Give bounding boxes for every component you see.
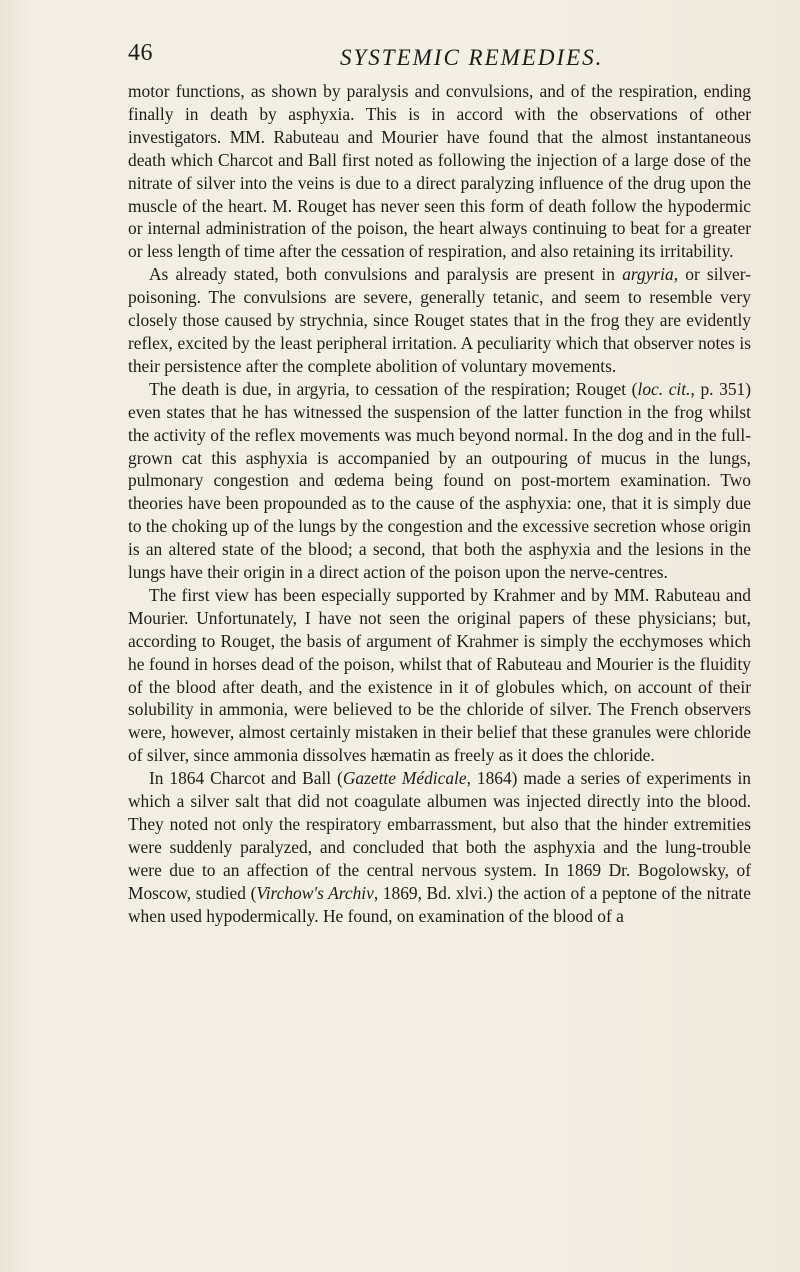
paragraph-5-text-b: , 1864) made a series of experiments in which a silver salt that did not coagulate albumen was injected directly into the blood. They noted not only the respiratory embarrassment, but also that the hinder extremities were suddenly paralyzed, and concluded that both the asphyxia and the lung-trouble were due to an affection of the central nervous system. In 1869 Dr. Bogolowsky, of Moscow, studied ( bbox=[128, 768, 751, 903]
paragraph-3 bbox=[128, 378, 751, 584]
paragraph-2-italic: argyria bbox=[622, 264, 674, 285]
paragraph-5-italic-journal: Gazette Médicale bbox=[342, 768, 467, 789]
running-title: SYSTEMIC REMEDIES. bbox=[340, 45, 604, 70]
paragraph-5 bbox=[128, 767, 751, 927]
paragraph-4: The first view has been especially supported by Krahmer and by MM. Rabuteau and Mourier. Unfortunately, I have not seen the original papers of these physicians; but, according to Rouget, the basis of argument of Krahmer is simply the ecchymoses which he found in horses dead of the poison, whilst that of Rabuteau and Mourier is the fluidity of the blood after death, and the existence in it of globules which, on account of their solubility in ammonia, were believed to be the chloride of silver. The French observers were, however, almost certainly mistaken in their belief that these granules were chloride of silver, since ammonia dissolves hæmatin as freely as it does the chloride. bbox=[128, 584, 751, 766]
body-text bbox=[128, 80, 751, 928]
paragraph-5-text-c: , 1869, Bd. xlvi.) the action of a peptone of the nitrate when used hypodermically. He found, on examination of the blood of a bbox=[128, 882, 751, 926]
paragraph-3-italic: loc. cit. bbox=[637, 378, 691, 399]
paragraph-1: motor functions, as shown by paralysis and convulsions, and of the respiration, ending finally in death by asphyxia. This is in accord with the observations of other investigators. MM. Rabuteau and Mourier have found that the almost instantaneous death which Charcot and Ball first noted as following the injection of a large dose of the nitrate of silver into the veins is due to a direct paralyzing influence of the drug upon the muscle of the heart. M. Rouget has never seen this form of death follow the hypodermic or internal administration of the poison, the heart always continuing to beat for a greater or less length of time after the cessation of respiration, and also retaining its irritability. bbox=[128, 81, 751, 262]
paragraph-5-text-a: In 1864 Charcot and Ball ( bbox=[149, 768, 343, 789]
paragraph-5-italic-archive: Virchow's Archiv bbox=[256, 882, 374, 903]
page-header bbox=[128, 40, 740, 80]
paragraph-2 bbox=[128, 263, 751, 378]
paragraph-2-text-a: As already stated, both convulsions and paralysis are present in bbox=[149, 264, 623, 285]
paragraph-3-text-a: The death is due, in argyria, to cessation of the respiration; Rouget ( bbox=[149, 378, 638, 399]
page-number: 46 bbox=[128, 40, 153, 66]
paragraph-2-text-b: , or silver-poisoning. The convulsions are severe, generally tetanic, and seem to resemble very closely those caused by strychnia, since Rouget states that in the frog they are evidently reflex, excited by the least peripheral irritation. A peculiarity which that observer notes is their persistence after the complete abolition of voluntary movements. bbox=[128, 264, 752, 376]
paragraph-3-text-b: , p. 351) even states that he has witnessed the suspension of the latter function in the frog whilst the activity of the reflex movements was much beyond normal. In the dog and in the full-grown cat this asphyxia is accompanied by an outpouring of mucus in the lungs, pulmonary congestion and œdema being found on post-mortem examination. Two theories have been propounded as to the cause of the asphyxia: one, that it is simply due to the choking up of the lungs by the congestion and the excessive secretion whose origin is an altered state of the blood; a second, that both the asphyxia and the lesions in the lungs have their origin in a direct action of the poison upon the nerve-centres. bbox=[128, 378, 752, 583]
